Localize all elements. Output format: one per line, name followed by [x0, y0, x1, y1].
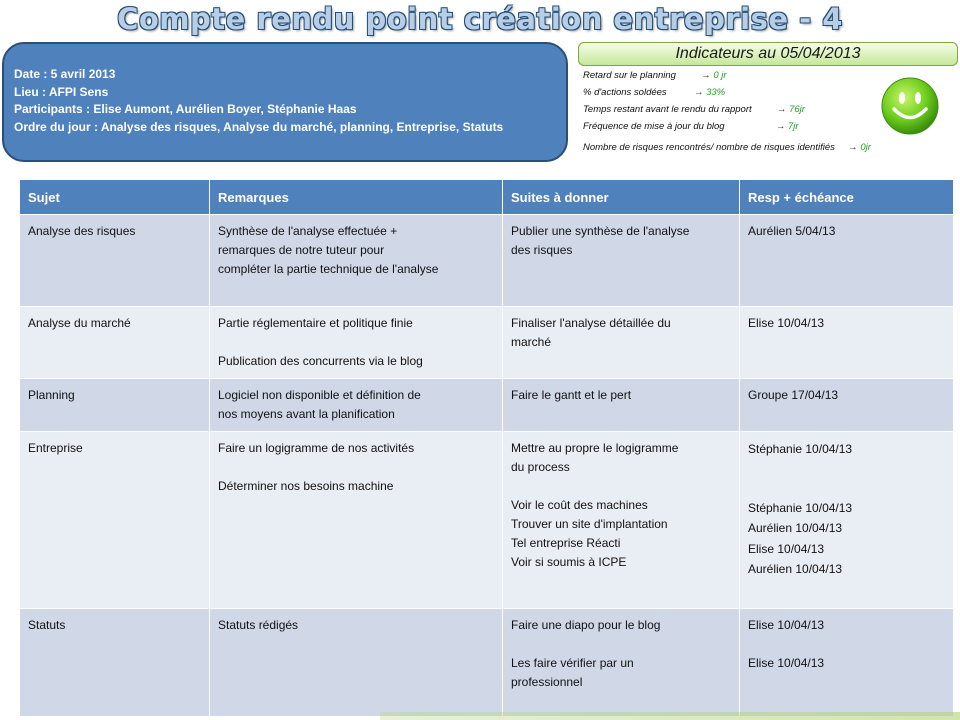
indicator-value: 0jr: [860, 142, 871, 153]
table-row: [20, 609, 954, 717]
text-line: Elise 10/04/13: [748, 656, 825, 670]
text-line: Voir si soumis à ICPE: [511, 555, 627, 569]
table-row: [20, 432, 954, 609]
indicators-header: Indicateurs au 05/04/2013: [578, 42, 958, 66]
indicator-label: Retard sur le planning: [583, 70, 676, 81]
cell-resp: [740, 307, 954, 379]
text-line: Stéphanie 10/04/13: [748, 500, 853, 515]
minutes-table: [19, 179, 954, 717]
arrow-icon: →: [701, 70, 711, 81]
meeting-participants: Participants : Elise Aumont, Aurélien Boyer, Stéphanie Haas: [14, 102, 357, 116]
smiley-icon: [880, 76, 940, 136]
text-line: compléter la partie technique de l'analyse: [218, 262, 439, 276]
text-line: des risques: [511, 243, 573, 257]
table-row: [20, 215, 954, 307]
text-line: [511, 635, 731, 654]
text-line: Publier une synthèse de l'analyse: [511, 224, 690, 238]
indicator-label: % d'actions soldées: [583, 87, 667, 98]
text-line: Voir le coût des machines: [511, 498, 648, 512]
text-line: Aurélien 10/04/13: [748, 562, 843, 576]
header-sujet: Sujet: [20, 180, 210, 215]
cell-suites: [503, 215, 740, 307]
text-line: nos moyens avant la planification: [218, 407, 395, 421]
arrow-icon: →: [693, 87, 704, 98]
arrow-icon: →: [775, 121, 786, 132]
text-line: Faire le gantt et le pert: [511, 388, 632, 402]
meeting-location: Lieu : AFPI Sens: [14, 84, 109, 99]
cell-remarques: [210, 215, 503, 307]
text-line: Synthèse de l'analyse effectuée +: [218, 224, 398, 238]
cell-remarques: [210, 609, 503, 717]
meeting-date: Date : 5 avril 2013: [14, 67, 116, 81]
table-row: [20, 307, 954, 379]
text-line: Faire un logigramme de nos activités: [218, 441, 415, 455]
cell-remarques: [210, 379, 503, 432]
text-line: Tel entreprise Réacti: [511, 536, 621, 550]
indicator-value: 7jr: [787, 121, 799, 132]
indicator-item: [583, 142, 871, 153]
header-resp: Resp + échéance: [740, 180, 954, 215]
indicator-value: 33%: [706, 87, 726, 98]
text-line: Aurélien 5/04/13: [748, 224, 836, 238]
text-line: Stéphanie 10/04/13: [748, 442, 853, 456]
meeting-agenda: Ordre du jour : Analyse des risques, Analyse du marché, planning, Entreprise, Statuts: [14, 119, 504, 134]
cell-remarques: [210, 432, 503, 609]
indicator-label: Temps restant avant le rendu du rapport: [583, 104, 752, 115]
text-line: marché: [511, 335, 552, 349]
text-line: Statuts rédigés: [218, 618, 299, 632]
text-line: Elise 10/04/13: [748, 316, 825, 330]
indicator-item: [583, 70, 727, 81]
cell-sujet: Analyse des risques: [20, 215, 210, 307]
cell-suites: [503, 379, 740, 432]
arrow-icon: →: [848, 142, 858, 153]
cell-sujet: Analyse du marché: [20, 307, 210, 379]
text-line: du process: [511, 460, 570, 474]
text-line: professionnel: [511, 675, 583, 689]
text-line: Publication des concurrents via le blog: [218, 354, 423, 368]
text-line: Faire une diapo pour le blog: [511, 618, 661, 632]
cell-remarques: [210, 307, 503, 379]
text-line: Elise 10/04/13: [748, 618, 825, 632]
table-header-row: [20, 180, 954, 215]
text-line: Aurélien 10/04/13: [748, 521, 843, 535]
table-row: [20, 379, 954, 432]
decorative-footer: [380, 712, 960, 720]
header-remarques: Remarques: [210, 180, 503, 215]
page-title: Compte rendu point création entreprise - 4: [117, 2, 843, 36]
arrow-icon: →: [776, 104, 787, 115]
cell-resp: [740, 432, 954, 609]
cell-sujet: Entreprise: [20, 432, 210, 609]
cell-sujet: Planning: [20, 379, 210, 432]
text-line: [748, 460, 945, 479]
text-line: Les faire vérifier par un: [511, 656, 634, 670]
text-line: remarques de notre tuteur pour: [218, 243, 385, 257]
cell-resp: [740, 609, 954, 717]
cell-suites: [503, 609, 740, 717]
indicator-value: 76jr: [789, 104, 805, 115]
text-line: [218, 458, 494, 477]
indicator-label: Nombre de risques rencontrés/ nombre de risques identifiés: [583, 142, 835, 153]
text-line: Elise 10/04/13: [748, 541, 825, 556]
text-line: Déterminer nos besoins machine: [218, 479, 394, 493]
text-line: Mettre au propre le logigramme: [511, 441, 679, 455]
text-line: [218, 333, 494, 352]
text-line: [748, 635, 945, 654]
cell-resp: [740, 215, 954, 307]
indicator-label: Fréquence de mise à jour du blog: [583, 121, 725, 132]
cell-suites: [503, 307, 740, 379]
cell-sujet: Statuts: [20, 609, 210, 717]
text-line: Groupe 17/04/13: [748, 388, 839, 402]
text-line: Partie réglementaire et politique finie: [218, 316, 413, 330]
indicator-item: [583, 121, 799, 132]
indicator-item: [583, 104, 805, 115]
indicator-item: [583, 87, 725, 98]
indicator-value: 0 jr: [713, 70, 727, 81]
text-line: Finaliser l'analyse détaillée du: [511, 316, 671, 330]
cell-resp: [740, 379, 954, 432]
text-line: [511, 477, 731, 496]
meeting-info-box: [2, 42, 568, 162]
text-line: Trouver un site d'implantation: [511, 517, 668, 531]
text-line: Logiciel non disponible et définition de: [218, 388, 421, 402]
header-suites: Suites à donner: [503, 180, 740, 215]
cell-suites: [503, 432, 740, 609]
text-line: [748, 479, 945, 498]
